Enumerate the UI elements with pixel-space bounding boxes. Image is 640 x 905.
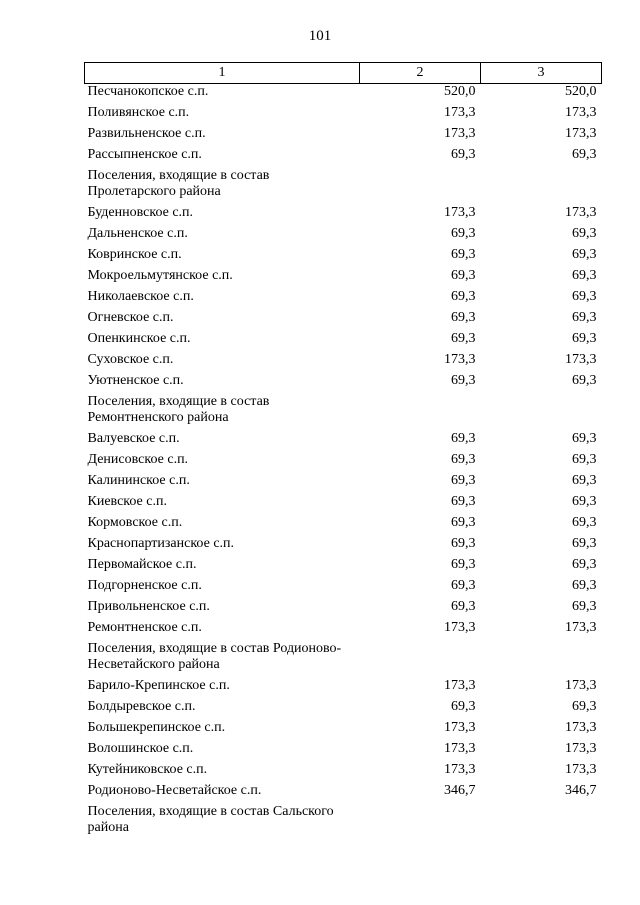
table-row xyxy=(85,268,602,289)
value-col-2-cell: 173,3 xyxy=(444,205,476,220)
settlement-name-cell: Волошинское с.п. xyxy=(87,741,194,756)
value-col-3-cell: 69,3 xyxy=(572,494,597,509)
value-col-3-cell: 69,3 xyxy=(572,515,597,530)
value-col-2-cell: 173,3 xyxy=(444,105,476,120)
value-col-3-cell: 69,3 xyxy=(572,373,597,388)
value-col-2-cell: 69,3 xyxy=(451,310,476,325)
table-row xyxy=(85,741,602,762)
settlement-name-cell: Ремонтненское с.п. xyxy=(87,620,202,635)
settlement-name-cell: Огневское с.п. xyxy=(87,310,174,325)
table-row xyxy=(85,678,602,699)
value-col-2-cell: 69,3 xyxy=(451,147,476,162)
value-col-3-cell: 69,3 xyxy=(572,310,597,325)
table-row xyxy=(85,147,602,168)
table-row xyxy=(85,783,602,804)
value-col-2-cell: 173,3 xyxy=(444,126,476,141)
settlement-name-cell: Развильненское с.п. xyxy=(87,126,206,141)
settlement-name-cell: Николаевское с.п. xyxy=(87,289,194,304)
value-col-2-cell: 520,0 xyxy=(444,84,476,99)
table-row xyxy=(85,331,602,352)
table-row xyxy=(85,126,602,147)
page-number: 101 xyxy=(308,28,332,44)
value-col-2-cell: 173,3 xyxy=(444,352,476,367)
value-col-2-cell: 69,3 xyxy=(451,373,476,388)
value-col-3-cell: 69,3 xyxy=(572,226,597,241)
value-col-2-cell: 69,3 xyxy=(451,699,476,714)
value-col-2-cell: 173,3 xyxy=(444,678,476,693)
table-row xyxy=(85,205,602,226)
value-col-2-cell: 69,3 xyxy=(451,473,476,488)
value-col-3-cell: 173,3 xyxy=(565,126,597,141)
value-col-3-cell: 69,3 xyxy=(572,289,597,304)
value-col-3-cell: 69,3 xyxy=(572,147,597,162)
value-col-3-cell: 69,3 xyxy=(572,578,597,593)
value-col-3-cell: 173,3 xyxy=(565,205,597,220)
settlement-name-cell: Болдыревское с.п. xyxy=(87,699,196,714)
value-col-3-cell xyxy=(481,394,602,431)
value-col-2-cell xyxy=(360,804,481,841)
value-col-3-cell: 173,3 xyxy=(565,352,597,367)
header-row xyxy=(85,63,602,84)
value-col-3-cell xyxy=(481,804,602,841)
settlement-name-cell: Калининское с.п. xyxy=(87,473,190,488)
value-col-3-cell: 69,3 xyxy=(572,452,597,467)
value-col-2-cell: 69,3 xyxy=(451,557,476,572)
settlement-name-cell: Киевское с.п. xyxy=(87,494,167,509)
group-heading-row xyxy=(85,168,602,205)
value-col-2-cell: 69,3 xyxy=(451,599,476,614)
table-header xyxy=(85,63,602,84)
value-col-2-cell: 173,3 xyxy=(444,762,476,777)
header-col-1: 1 xyxy=(85,63,360,84)
value-col-2-cell: 69,3 xyxy=(451,268,476,283)
table-row xyxy=(85,310,602,331)
table-row xyxy=(85,352,602,373)
settlement-name-cell: Дальненское с.п. xyxy=(87,226,188,241)
value-col-2-cell: 173,3 xyxy=(444,620,476,635)
header-col-2: 2 xyxy=(360,63,481,84)
table-body xyxy=(85,84,602,842)
value-col-3-cell: 173,3 xyxy=(565,678,597,693)
value-col-3-cell: 69,3 xyxy=(572,699,597,714)
table-row xyxy=(85,226,602,247)
value-col-3-cell: 69,3 xyxy=(572,599,597,614)
settlement-name-cell: Родионово-Несветайское с.п. xyxy=(87,783,262,798)
value-col-2-cell: 69,3 xyxy=(451,247,476,262)
value-col-3-cell: 520,0 xyxy=(565,84,597,99)
settlement-name-cell: Поселения, входящие в состав Ремонтненского района xyxy=(87,394,270,425)
value-col-2-cell: 69,3 xyxy=(451,431,476,446)
settlement-name-cell: Мокроельмутянское с.п. xyxy=(87,268,233,283)
table-row xyxy=(85,431,602,452)
settlement-name-cell: Буденновское с.п. xyxy=(87,205,194,220)
settlement-name-cell: Поселения, входящие в состав Сальского района xyxy=(87,804,334,835)
value-col-3-cell xyxy=(481,168,602,205)
settlement-name-cell: Кутейниковское с.п. xyxy=(87,762,208,777)
settlement-name-cell: Большекрепинское с.п. xyxy=(87,720,226,735)
value-col-3-cell: 173,3 xyxy=(565,105,597,120)
settlement-name-cell: Первомайское с.п. xyxy=(87,557,197,572)
table-row xyxy=(85,720,602,741)
settlement-name-cell: Привольненское с.п. xyxy=(87,599,210,614)
settlement-name-cell: Поселения, входящие в состав Родионово-Несветайского района xyxy=(87,641,342,672)
settlement-name-cell: Денисовское с.п. xyxy=(87,452,189,467)
group-heading-row xyxy=(85,641,602,678)
value-col-2-cell: 346,7 xyxy=(444,783,476,798)
value-col-2-cell: 69,3 xyxy=(451,289,476,304)
value-col-3-cell: 69,3 xyxy=(572,536,597,551)
table-row xyxy=(85,105,602,126)
value-col-3-cell: 69,3 xyxy=(572,473,597,488)
table-row xyxy=(85,557,602,578)
settlement-name-cell: Рассыпненское с.п. xyxy=(87,147,202,162)
value-col-2-cell: 69,3 xyxy=(451,536,476,551)
table-row xyxy=(85,515,602,536)
table-row xyxy=(85,494,602,515)
value-col-3-cell: 69,3 xyxy=(572,557,597,572)
value-col-2-cell: 69,3 xyxy=(451,452,476,467)
table-row xyxy=(85,84,602,106)
table-row xyxy=(85,699,602,720)
value-col-2-cell: 69,3 xyxy=(451,494,476,509)
value-col-3-cell xyxy=(481,641,602,678)
group-heading-row xyxy=(85,804,602,841)
settlement-name-cell: Песчанокопское с.п. xyxy=(87,84,209,99)
table-row xyxy=(85,247,602,268)
value-col-2-cell: 69,3 xyxy=(451,226,476,241)
value-col-3-cell: 173,3 xyxy=(565,620,597,635)
value-col-2-cell: 69,3 xyxy=(451,515,476,530)
table-row xyxy=(85,473,602,494)
table-row xyxy=(85,289,602,310)
table-row xyxy=(85,578,602,599)
value-col-3-cell: 173,3 xyxy=(565,762,597,777)
value-col-2-cell xyxy=(360,168,481,205)
value-col-2-cell xyxy=(360,641,481,678)
settlement-name-cell: Барило-Крепинское с.п. xyxy=(87,678,230,693)
value-col-2-cell: 173,3 xyxy=(444,741,476,756)
settlement-name-cell: Подгорненское с.п. xyxy=(87,578,202,593)
value-col-3-cell: 69,3 xyxy=(572,331,597,346)
value-col-2-cell xyxy=(360,394,481,431)
settlement-name-cell: Краснопартизанское с.п. xyxy=(87,536,235,551)
value-col-3-cell: 173,3 xyxy=(565,720,597,735)
settlement-name-cell: Кормовское с.п. xyxy=(87,515,183,530)
table-row xyxy=(85,536,602,557)
table-row xyxy=(85,452,602,473)
value-col-2-cell: 69,3 xyxy=(451,578,476,593)
table-row xyxy=(85,620,602,641)
value-col-2-cell: 69,3 xyxy=(451,331,476,346)
table-row xyxy=(85,599,602,620)
table-row xyxy=(85,762,602,783)
value-col-3-cell: 346,7 xyxy=(565,783,597,798)
settlement-name-cell: Поселения, входящие в состав Пролетарского района xyxy=(87,168,270,199)
settlement-name-cell: Уютненское с.п. xyxy=(87,373,184,388)
settlement-name-cell: Валуевское с.п. xyxy=(87,431,180,446)
budget-table xyxy=(84,62,602,841)
header-col-3: 3 xyxy=(481,63,602,84)
value-col-3-cell: 69,3 xyxy=(572,247,597,262)
value-col-3-cell: 173,3 xyxy=(565,741,597,756)
value-col-3-cell: 69,3 xyxy=(572,431,597,446)
group-heading-row xyxy=(85,394,602,431)
settlement-name-cell: Ковринское с.п. xyxy=(87,247,182,262)
value-col-3-cell: 69,3 xyxy=(572,268,597,283)
settlement-name-cell: Поливянское с.п. xyxy=(87,105,190,120)
settlement-name-cell: Опенкинское с.п. xyxy=(87,331,191,346)
settlement-name-cell: Суховское с.п. xyxy=(87,352,174,367)
value-col-2-cell: 173,3 xyxy=(444,720,476,735)
table-row xyxy=(85,373,602,394)
